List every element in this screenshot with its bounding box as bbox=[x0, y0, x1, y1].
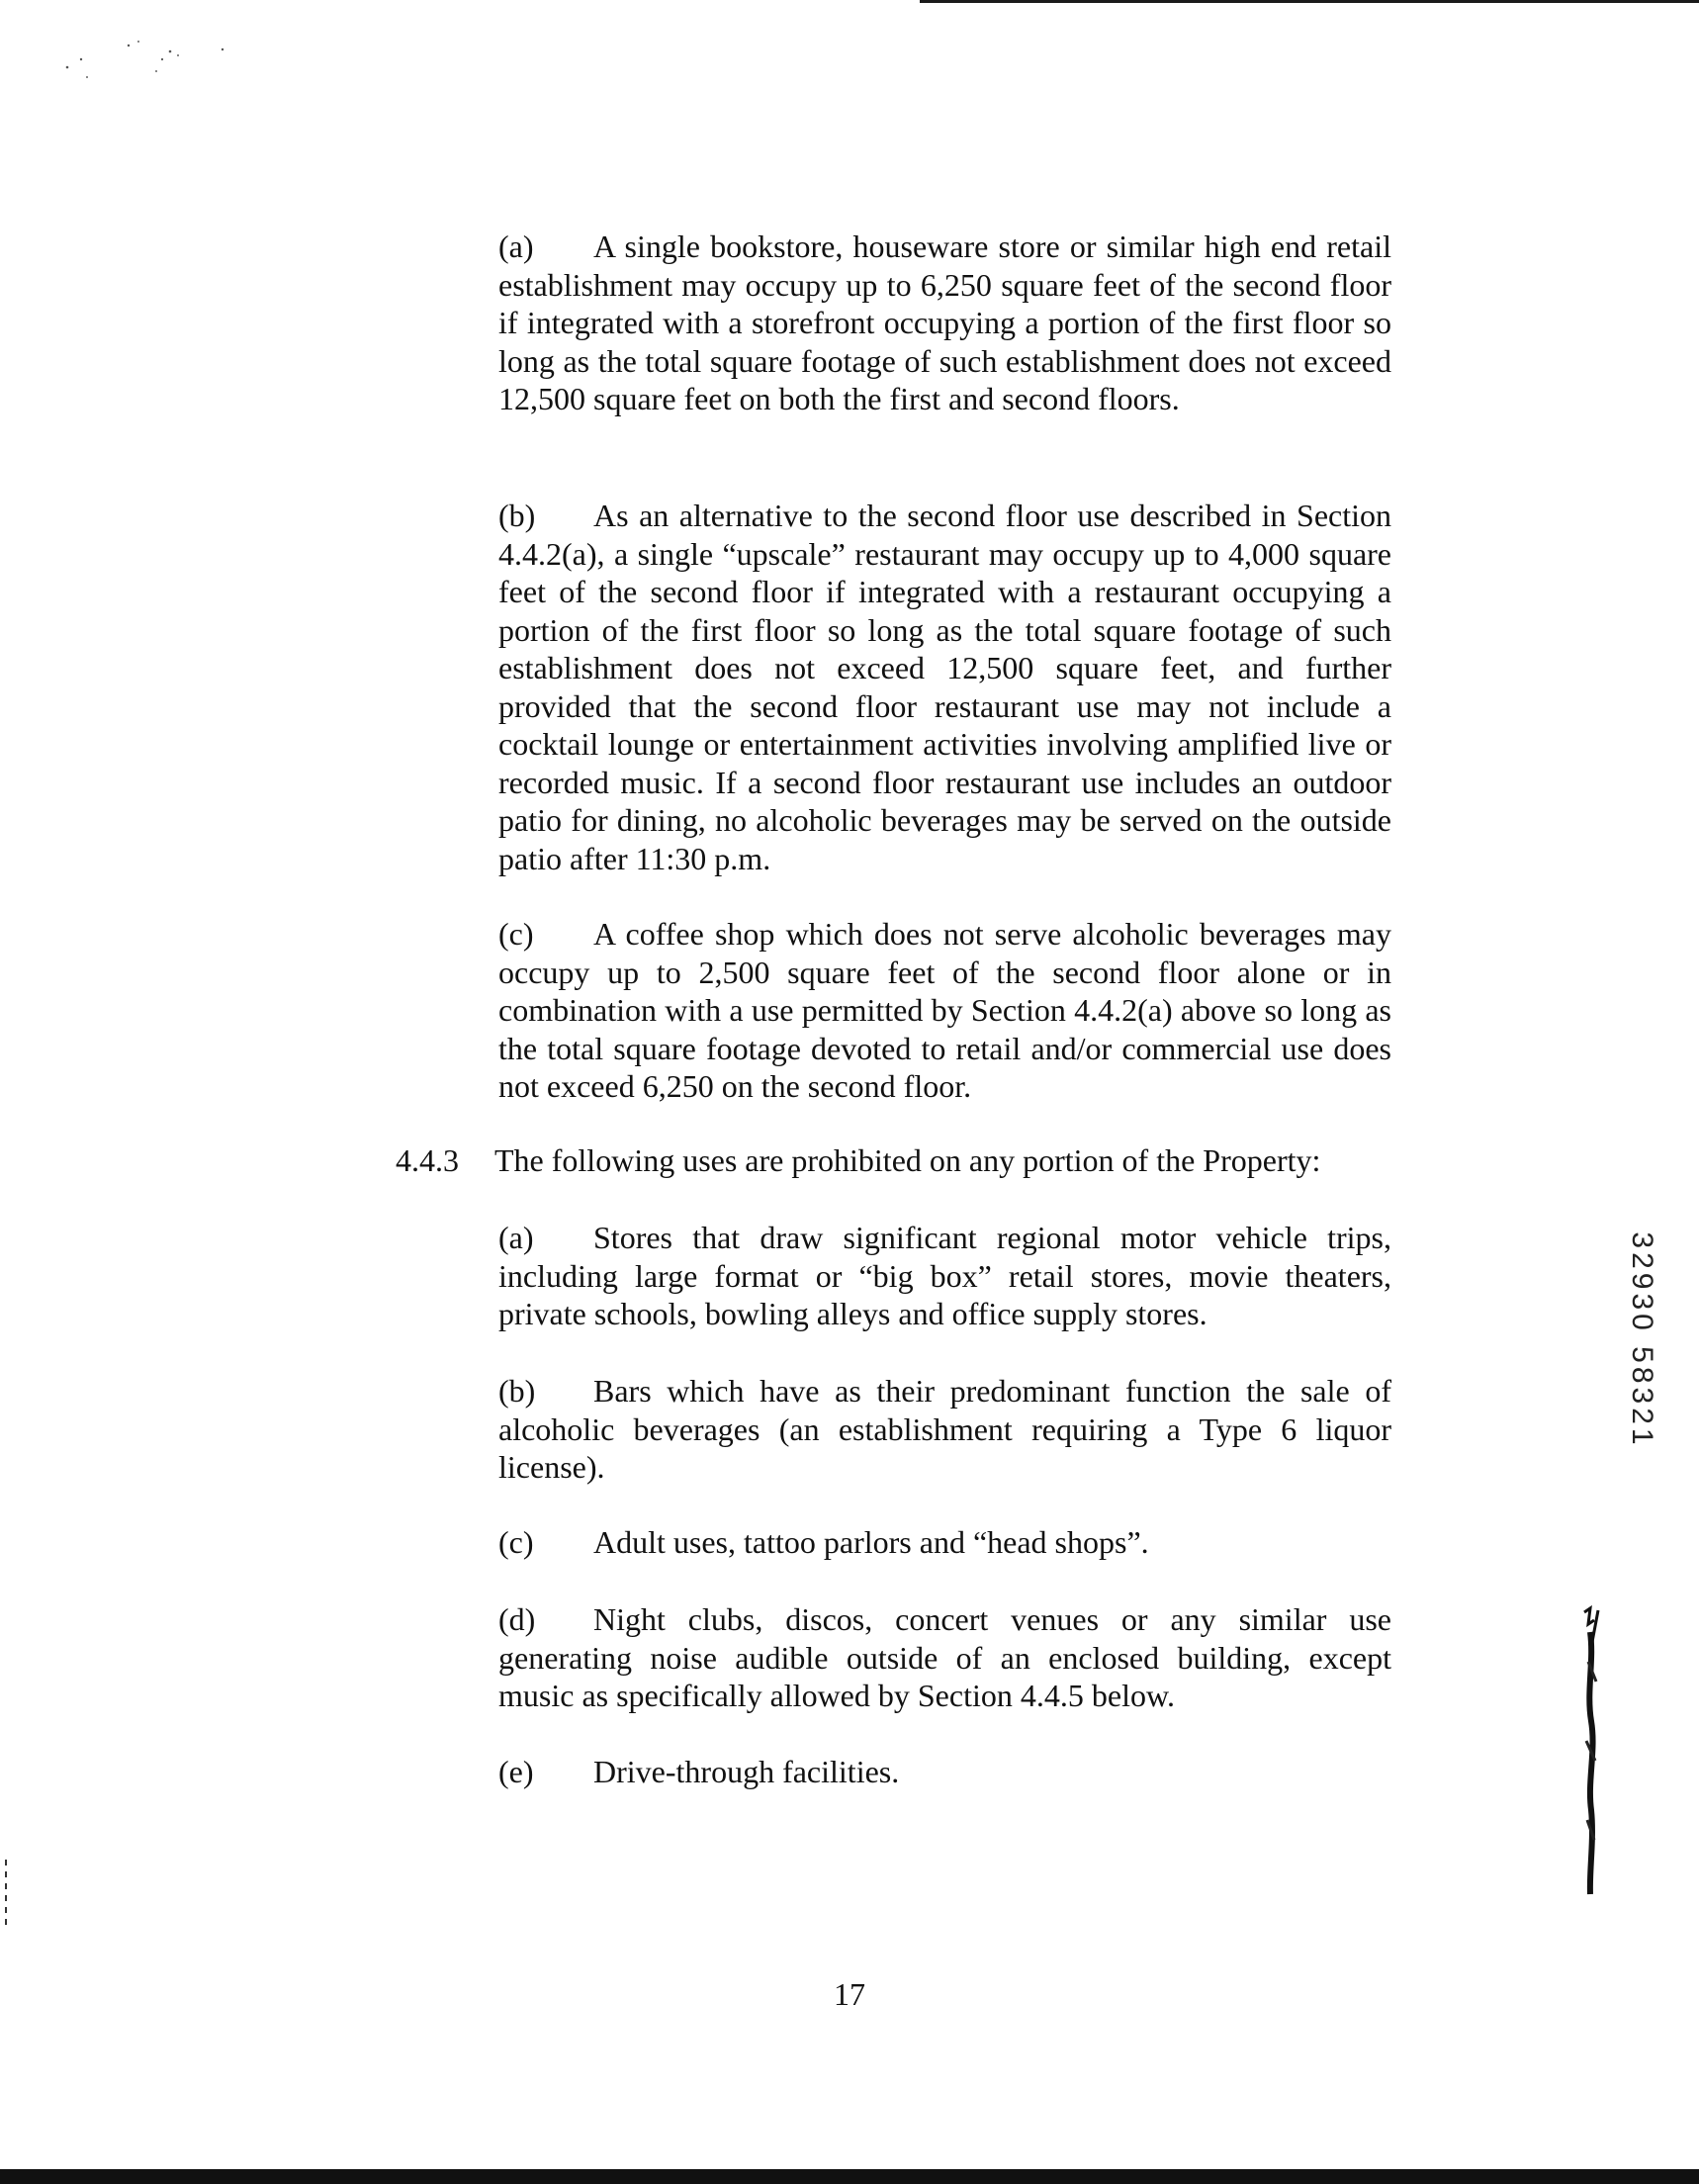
scan-speckles bbox=[59, 38, 257, 87]
paragraph-b-text: As an alternative to the second floor use described in Section 4.4.2(a), a single “upscale” restaurant may occupy up to 4,000 square feet of the second floor if integrated with a restaurant occupying a portion of the first floor so long as the total square footage of such establishment does not exceed 12,500 square feet, and further provided that the second floor restaurant use may not include a cocktail lounge or entertainment activities involving amplified live or recorded music. If a second floor restaurant use includes an outdoor patio for dining, no alcoholic beverages may be served on the outside patio after 11:30 p.m. bbox=[498, 498, 1391, 876]
paragraph-b bbox=[498, 497, 1391, 877]
prohibited-item-a-text: Stores that draw significant regional motor vehicle trips, including large format or “big box” retail stores, movie theaters, private schools, bowling alleys and office supply stores. bbox=[498, 1220, 1391, 1331]
prohibited-item-e bbox=[498, 1753, 1391, 1791]
page-number: 17 bbox=[834, 1976, 865, 2012]
paragraph-b-label: (b) bbox=[498, 498, 536, 533]
prohibited-item-a bbox=[498, 1219, 1391, 1333]
prohibited-item-d-label: (d) bbox=[498, 1601, 536, 1637]
paragraph-c bbox=[498, 915, 1391, 1106]
side-stamp-number: 32930 58321 bbox=[1626, 1231, 1658, 1449]
prohibited-item-b-text: Bars which have as their predominant function the sale of alcoholic beverages (an establishment requiring a Type 6 liquor license). bbox=[498, 1373, 1391, 1485]
section-number: 4.4.3 bbox=[396, 1142, 459, 1178]
paragraph-a-label: (a) bbox=[498, 228, 534, 264]
prohibited-item-e-label: (e) bbox=[498, 1754, 534, 1789]
prohibited-item-b-label: (b) bbox=[498, 1373, 536, 1409]
top-scan-edge bbox=[920, 0, 1699, 3]
prohibited-item-e-text: Drive-through facilities. bbox=[593, 1754, 900, 1789]
left-scan-mark bbox=[4, 1860, 8, 1929]
paragraph-c-label: (c) bbox=[498, 916, 534, 952]
section-heading: The following uses are prohibited on any portion of the Property: bbox=[494, 1142, 1321, 1178]
margin-handwritten-mark bbox=[1572, 1602, 1612, 1899]
prohibited-item-d-text: Night clubs, discos, concert venues or any similar use generating noise audible outside of an enclosed building, except music as specifically allowed by Section 4.4.5 below. bbox=[498, 1601, 1391, 1713]
prohibited-item-d bbox=[498, 1600, 1391, 1715]
paragraph-c-text: A coffee shop which does not serve alcoholic beverages may occupy up to 2,500 square feet of the second floor alone or in combination with a use permitted by Section 4.4.2(a) above so long as the total square footage devoted to retail and/or commercial use does not exceed 6,250 on the second floor. bbox=[498, 916, 1391, 1104]
prohibited-item-b bbox=[498, 1372, 1391, 1487]
prohibited-item-c-label: (c) bbox=[498, 1524, 534, 1560]
paragraph-a-text: A single bookstore, houseware store or similar high end retail establishment may occupy up to 6,250 square feet of the second floor if integrated with a storefront occupying a portion of the first floor so long as the total square footage of such establishment does not exceed 12,500 square feet on both the first and second floors. bbox=[498, 228, 1391, 416]
prohibited-item-c bbox=[498, 1523, 1391, 1562]
prohibited-item-c-text: Adult uses, tattoo parlors and “head shops”. bbox=[593, 1524, 1149, 1560]
paragraph-a bbox=[498, 228, 1391, 418]
prohibited-item-a-label: (a) bbox=[498, 1220, 534, 1255]
bottom-scan-edge bbox=[0, 2169, 1699, 2184]
